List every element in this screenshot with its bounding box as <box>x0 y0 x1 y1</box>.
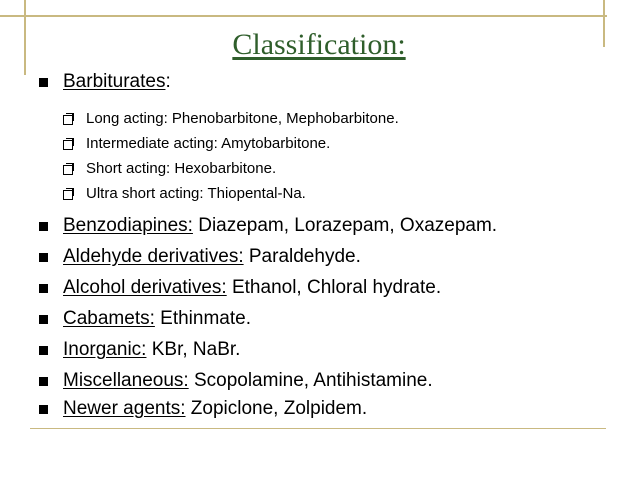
list-item-cabamets <box>39 307 251 331</box>
sub-item-long-acting <box>63 108 399 128</box>
checkbox-bullet-icon <box>63 113 74 124</box>
sub-item-intermediate-acting <box>63 133 330 153</box>
sub-item-ultra-short-acting <box>63 183 306 203</box>
checkbox-bullet-icon <box>63 138 74 149</box>
item-text: Scopolamine, Antihistamine. <box>188 370 433 391</box>
list-item-benzodiapines <box>39 214 497 238</box>
item-term: Alcohol derivatives: <box>63 277 227 298</box>
sub-item-text: Short acting: Hexobarbitone. <box>86 159 277 177</box>
list-item-aldehyde-derivatives <box>39 245 361 269</box>
item-term: Miscellaneous: <box>63 370 189 391</box>
sub-item-text: Ultra short acting: Thiopental-Na. <box>86 184 306 202</box>
list-item-miscellaneous <box>39 369 433 393</box>
list-item-barbiturates <box>39 70 171 94</box>
square-bullet-icon <box>39 377 48 386</box>
sub-item-text: Intermediate acting: Amytobarbitone. <box>86 134 331 152</box>
item-term: Cabamets: <box>63 308 155 329</box>
sub-item-text: Long acting: Phenobarbitone, Mephobarbitone. <box>86 109 399 127</box>
checkbox-bullet-icon <box>63 188 74 199</box>
checkbox-bullet-icon <box>63 163 74 174</box>
square-bullet-icon <box>39 222 48 231</box>
square-bullet-icon <box>39 346 48 355</box>
slide-title: Classification: <box>232 28 406 61</box>
item-term: Newer agents: <box>63 398 186 419</box>
square-bullet-icon <box>39 253 48 262</box>
square-bullet-icon <box>39 284 48 293</box>
item-text: Ethinmate. <box>154 308 251 329</box>
item-term: Barbiturates <box>63 71 166 92</box>
item-text: Zopiclone, Zolpidem. <box>185 398 368 419</box>
item-text: Paraldehyde. <box>243 246 361 267</box>
item-text: KBr, NaBr. <box>146 339 241 360</box>
square-bullet-icon <box>39 405 48 414</box>
list-item-inorganic <box>39 338 240 362</box>
item-term: Benzodiapines: <box>63 215 193 236</box>
item-term: Inorganic: <box>63 339 147 360</box>
square-bullet-icon <box>39 78 48 87</box>
list-item-newer-agents <box>39 397 367 421</box>
list-item-alcohol-derivatives <box>39 276 441 300</box>
square-bullet-icon <box>39 315 48 324</box>
item-text: Diazepam, Lorazepam, Oxazepam. <box>192 215 498 236</box>
item-text: Ethanol, Chloral hydrate. <box>226 277 442 298</box>
item-suffix: : <box>165 71 171 92</box>
item-term: Aldehyde derivatives: <box>63 246 244 267</box>
sub-item-short-acting <box>63 158 276 178</box>
